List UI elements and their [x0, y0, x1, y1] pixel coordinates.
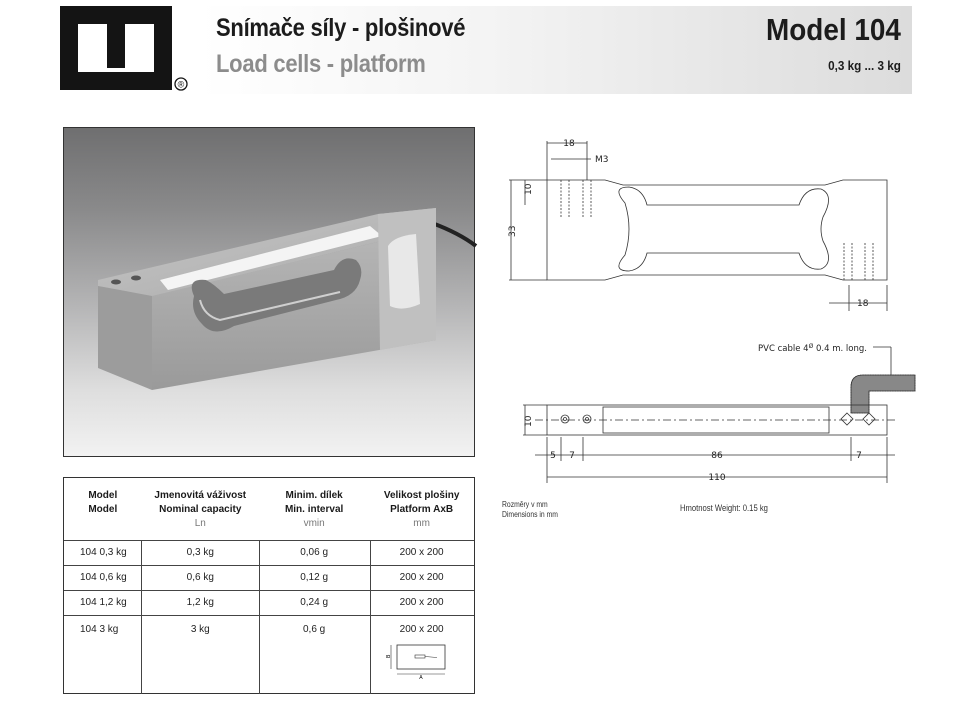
- platform-cell: 200 x 200 B A: [369, 615, 474, 685]
- table-header: [64, 478, 474, 540]
- header-platform: Velikost plošiny Platform AxB mm: [369, 478, 474, 540]
- dim-side-1: 5: [550, 451, 556, 461]
- product-photo: [63, 127, 475, 457]
- dimensions-note-en: Dimensions in mm: [502, 510, 558, 519]
- spec-table: [63, 477, 475, 694]
- weight-value: 0.15 kg: [742, 503, 768, 513]
- header-capacity: Jmenovitá váživost Nominal capacity Ln: [142, 478, 259, 540]
- title-english: Load cells - platform: [216, 50, 426, 78]
- dim-hole-height: 10: [524, 183, 534, 195]
- dim-thickness: 10: [524, 415, 534, 427]
- dim-side-total: 110: [708, 473, 726, 483]
- dim-side-3: 7: [856, 451, 862, 461]
- table-row: 104 0,6 kg 0,6 kg 0,12 g 200 x 200: [64, 565, 474, 590]
- capacity-range: 0,3 kg ... 3 kg: [828, 58, 901, 73]
- weight-label: Hmotnost Weight:: [680, 503, 741, 513]
- weight-note: [680, 503, 768, 513]
- title-czech: Snímače síly - plošinové: [216, 14, 466, 42]
- header: [0, 0, 969, 100]
- technical-drawing: [495, 125, 915, 490]
- platform-diagram: [387, 643, 457, 679]
- dim-thread: M3: [595, 155, 609, 165]
- table-row: 104 0,3 kg 0,3 kg 0,06 g 200 x 200: [64, 540, 474, 565]
- table-row: 104 1,2 kg 1,2 kg 0,24 g 200 x 200: [64, 590, 474, 615]
- header-model: Model Model: [64, 478, 142, 540]
- company-logo: [60, 4, 190, 94]
- table-row: 104 3 kg 3 kg 0,6 g 200 x 200 B A: [64, 615, 474, 685]
- dim-side-2: 7: [569, 451, 575, 461]
- svg-text:A: A: [418, 674, 423, 681]
- header-interval: Minim. dílek Min. interval vmin: [259, 478, 369, 540]
- dim-side-center: 86: [711, 451, 723, 461]
- dimensions-note-cz: Rozměry v mm: [502, 500, 548, 509]
- dim-top-pitch: 18: [563, 139, 575, 149]
- cable-label: PVC cable $4^Ø$ 0.4 m. long.: [758, 343, 867, 354]
- registered-mark: ®: [177, 79, 185, 90]
- dim-height: 33: [508, 225, 518, 237]
- model-title: Model 104: [766, 12, 901, 47]
- svg-text:B: B: [385, 654, 392, 658]
- dim-right-pitch: 18: [857, 299, 869, 309]
- dimensions-note: [502, 500, 558, 520]
